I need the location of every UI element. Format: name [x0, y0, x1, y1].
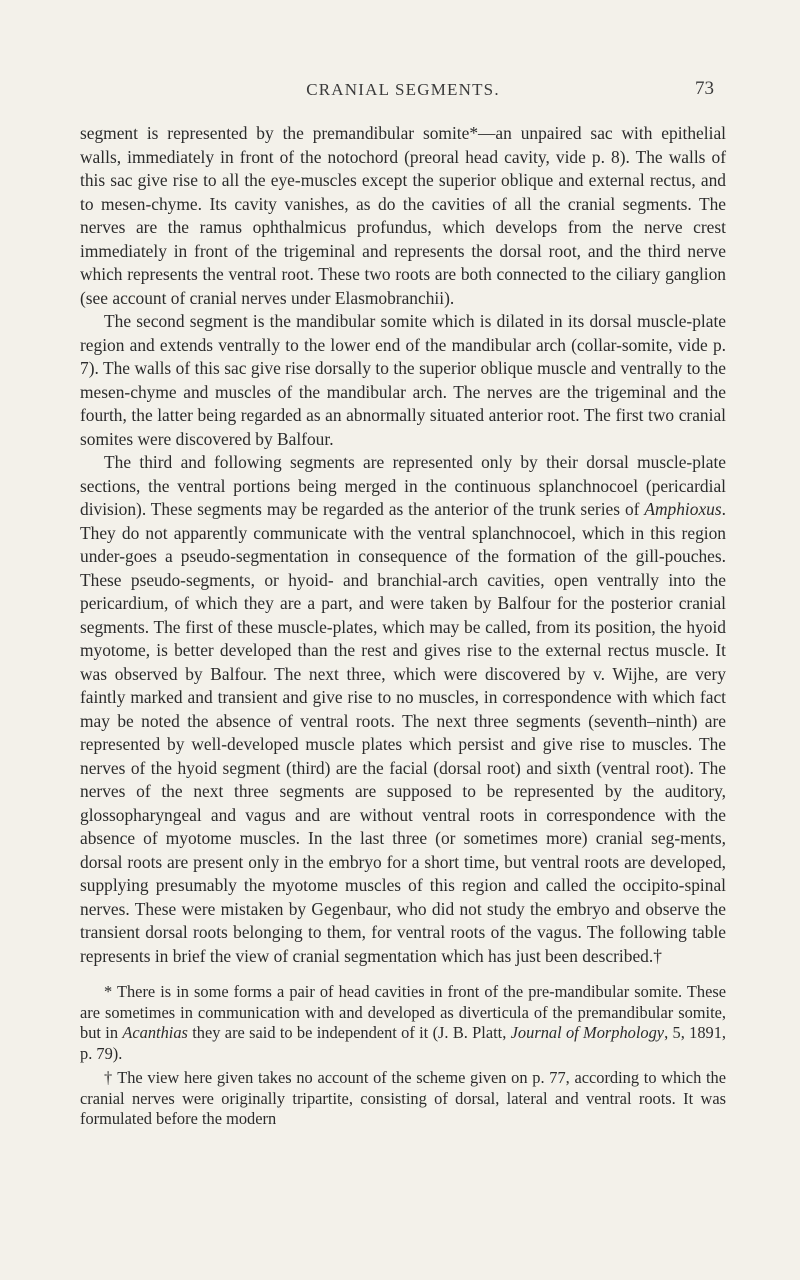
footnote-1-text-a: * There is in some forms a pair of head cavities in front of the pre-mandibular somite. These are sometimes in communication with and developed as diverticula of the premandibular somite, but in	[80, 982, 726, 1042]
footnote-1-text-c: , 5, 1891, p. 79).	[80, 1023, 726, 1063]
paragraph-3-text-b: . They do not apparently communicate with the ventral splanchnocoel, which in this region under-goes a pseudo-segmentation in consequence of the formation of the gill-pouches. These pseudo-segments, or hyoid- and branchial-arch cavities, open ventrally into the pericardium, of which they are a part, and were taken by Balfour for the posterior cranial segments. The first of these muscle-plates, which may be called, from its position, the hyoid myotome, is better developed than the rest and gives rise to the external rectus muscle. It was observed by Balfour. The next three, which were discovered by v. Wijhe, are very faintly marked and transient and give rise to no muscles, in correspondence with which fact may be noted the absence of ventral roots. The next three segments (seventh–ninth) are represented by well-developed muscle plates which persist and give rise to muscles. The nerves of the hyoid segment (third) are the facial (dorsal root) and sixth (ventral root). The nerves of the next three segments are supposed to be represented by the auditory, glossopharyngeal and vagus and are without ventral roots in correspondence with the absence of myotome muscles. In the last three (or sometimes more) cranial seg-ments, dorsal roots are present only in the embryo for a short time, but ventral roots are developed, supplying presumably the myotome muscles of this region and called the occipito-spinal nerves. These were mistaken by Gegenbaur, who did not study the embryo and observe the transient dorsal roots belonging to them, for ventral roots of the vagus. The following table represents in brief the view of cranial segmentation which has just been described.†	[80, 499, 726, 966]
page-number: 73	[695, 78, 714, 99]
footnote-1-italic-b: Journal of Morphology	[510, 1023, 665, 1042]
running-title: CRANIAL SEGMENTS.	[306, 80, 500, 99]
footnotes	[80, 982, 726, 1130]
running-head	[80, 68, 726, 99]
footnote-1-italic-a: Acanthias	[122, 1023, 188, 1042]
paragraph-3-text-a: The third and following segments are represented only by their dorsal muscle-plate sections, the ventral portions being merged in the continuous splanchnocoel (pericardial division). These segments may be regarded as the anterior of the trunk series of	[80, 452, 726, 519]
paragraph-3	[80, 451, 726, 968]
paragraph-1: segment is represented by the premandibular somite*—an unpaired sac with epithelial walls, immediately in front of the notochord (preoral head cavity, vide p. 8). The walls of this sac give rise to all the eye-muscles except the superior oblique and external rectus, and to mesen-chyme. Its cavity vanishes, as do the cavities of all the cranial segments. The nerves are the ramus ophthalmicus profundus, which develops from the nerve crest immediately in front of the trigeminal and represents the dorsal root, and the third nerve which represents the ventral root. These two roots are both connected to the ciliary ganglion (see account of cranial nerves under Elasmobranchii).	[80, 123, 726, 308]
footnote-1-text-b: they are said to be independent of it (J. B. Platt,	[187, 1023, 511, 1042]
footnote-1	[80, 982, 726, 1064]
paragraph-3-italic: Amphioxus	[644, 499, 722, 519]
body-text	[80, 122, 726, 968]
paragraph-2: The second segment is the mandibular somite which is dilated in its dorsal muscle-plate region and extends ventrally to the lower end of the mandibular arch (collar-somite, vide p. 7). The walls of this sac give rise dorsally to the superior oblique muscle and ventrally to the mesen-chyme and muscles of the mandibular arch. The nerves are the trigeminal and the fourth, the latter being regarded as an abnormally situated anterior root. The first two cranial somites were discovered by Balfour.	[80, 311, 726, 449]
footnote-2: † The view here given takes no account of the scheme given on p. 77, according to which the cranial nerves were originally tripartite, consisting of dorsal, lateral and ventral roots. It was formulated before the modern	[80, 1068, 726, 1128]
